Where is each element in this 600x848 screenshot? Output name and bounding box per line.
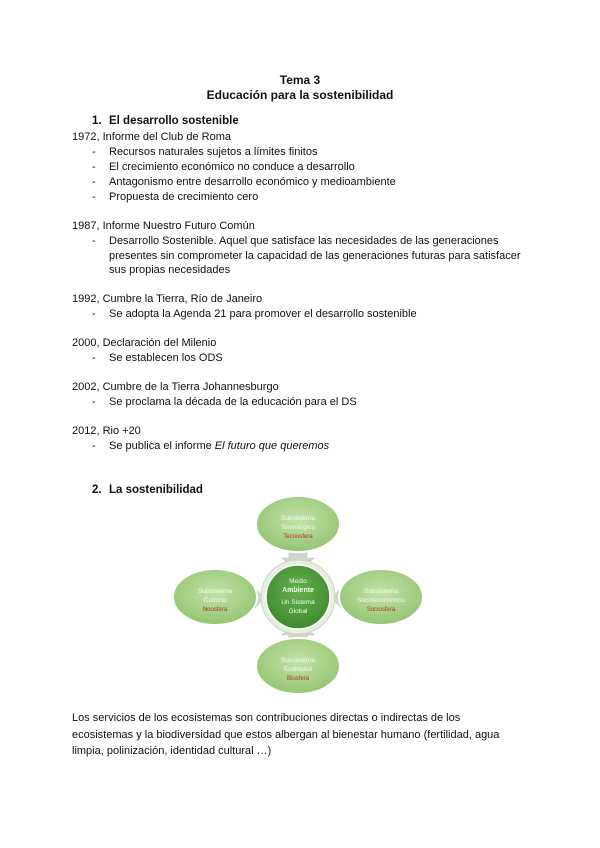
left-tag: Noosfera — [202, 607, 228, 613]
right-tag: Sociosfera — [366, 607, 396, 613]
list-item-continuation: presentes sin comprometer la capacidad de las generaciones futuras para satisfacer — [109, 250, 521, 262]
entry-1972-heading: 1972, Informe del Club de Roma — [72, 131, 231, 143]
ecosystem-services-paragraph — [72, 710, 542, 760]
node-center — [266, 565, 330, 629]
entry-2012-heading: 2012, Rio +20 — [72, 425, 141, 437]
section-1-title: El desarrollo sostenible — [109, 115, 239, 127]
paragraph-line: Los servicios de los ecosistemas son contribuciones directas o indirectas de los — [72, 712, 461, 724]
section-2-title: La sostenibilidad — [109, 484, 203, 496]
right-label-1: Subsistema — [364, 588, 398, 595]
paragraph-line: limpia, polinización, identidad cultural …) — [72, 745, 272, 757]
center-label-3: Un Sistema — [281, 599, 315, 606]
bottom-label-1: Subsistema — [281, 657, 315, 664]
document-page: Tema 3 Educación para la sostenibilidad 1. El desarrollo sostenible 1972, Informe del Club de Roma - Recursos naturales sujetos a límites finitos - El crecimiento económico no conduce a desarrollo - Antagonismo entre desarrollo económico y medioambiente - Propuesta de crecimiento cero 1987, Informe Nuestro Futuro Común - Desarrollo Sostenible. Aquel que satisface las necesidades de las generaciones presentes sin comprometer la capacidad de las generaciones futuras para satisfacer sus propias necesidades 1992, Cumbre la Tierra, Río de Janeiro - Se adopta la Agenda 21 para promover el desarrollo sostenible 2000, Declaración del Milenio - Se establecen los ODS 2002, Cumbre de la Tierra Johannesburgo - Se proclama la década de la educación para el DS 2012, Rio +20 - Se publica el informe El futuro que queremos 2. La sostenibilidad Medio Ambiente Un Sistema Global Subsistema Tecnológico Tecnosfera Subsistema Cultural Noosfera Subsistema Socioeconómico Sociosfera Subsistema Ecológico Biosfera Los servicios de los ecosistemas son contribuciones directas o indirectas de los ecosistemas y la biodiversidad que estos albergan al bienestar humano (fertilidad, agua limpia, polinización, identidad cultural …) — [0, 0, 600, 848]
bottom-tag: Biosfera — [286, 676, 310, 682]
bottom-label-2: Ecológico — [283, 666, 313, 673]
entry-1987-heading: 1987, Informe Nuestro Futuro Común — [72, 220, 255, 232]
left-label-1: Subsistema — [198, 588, 232, 595]
center-label-2: Ambiente — [282, 587, 314, 594]
right-label-2: Socioeconómico — [357, 597, 405, 604]
list-item-continuation: sus propias necesidades — [109, 264, 231, 276]
entry-2000-heading: 2000, Declaración del Milenio — [72, 337, 217, 349]
sustainability-diagram-svg — [168, 494, 428, 698]
entry-2002-heading: 2002, Cumbre de la Tierra Johannesburgo — [72, 381, 279, 393]
paragraph-line: ecosistemas y la biodiversidad que estos albergan al bienestar humano (fertilidad, agua — [72, 728, 500, 741]
sustainability-diagram — [168, 494, 428, 698]
center-label-1: Medio — [289, 578, 307, 585]
document-title: Tema 3 — [279, 73, 321, 87]
top-tag: Tecnosfera — [283, 534, 313, 540]
section-2-number: 2. — [92, 484, 102, 496]
report-title: El futuro que queremos — [214, 440, 330, 452]
section-1-heading — [92, 115, 239, 127]
left-label-2: Cultural — [203, 597, 227, 604]
top-label-2: Tecnológico — [280, 524, 316, 531]
entry-1992-heading: 1992, Cumbre la Tierra, Río de Janeiro — [72, 293, 263, 305]
document-subtitle: Educación para la sostenibilidad — [206, 88, 394, 102]
section-1-number: 1. — [92, 115, 102, 127]
top-label-1: Subsistema — [281, 515, 315, 522]
center-label-4: Global — [288, 608, 308, 615]
